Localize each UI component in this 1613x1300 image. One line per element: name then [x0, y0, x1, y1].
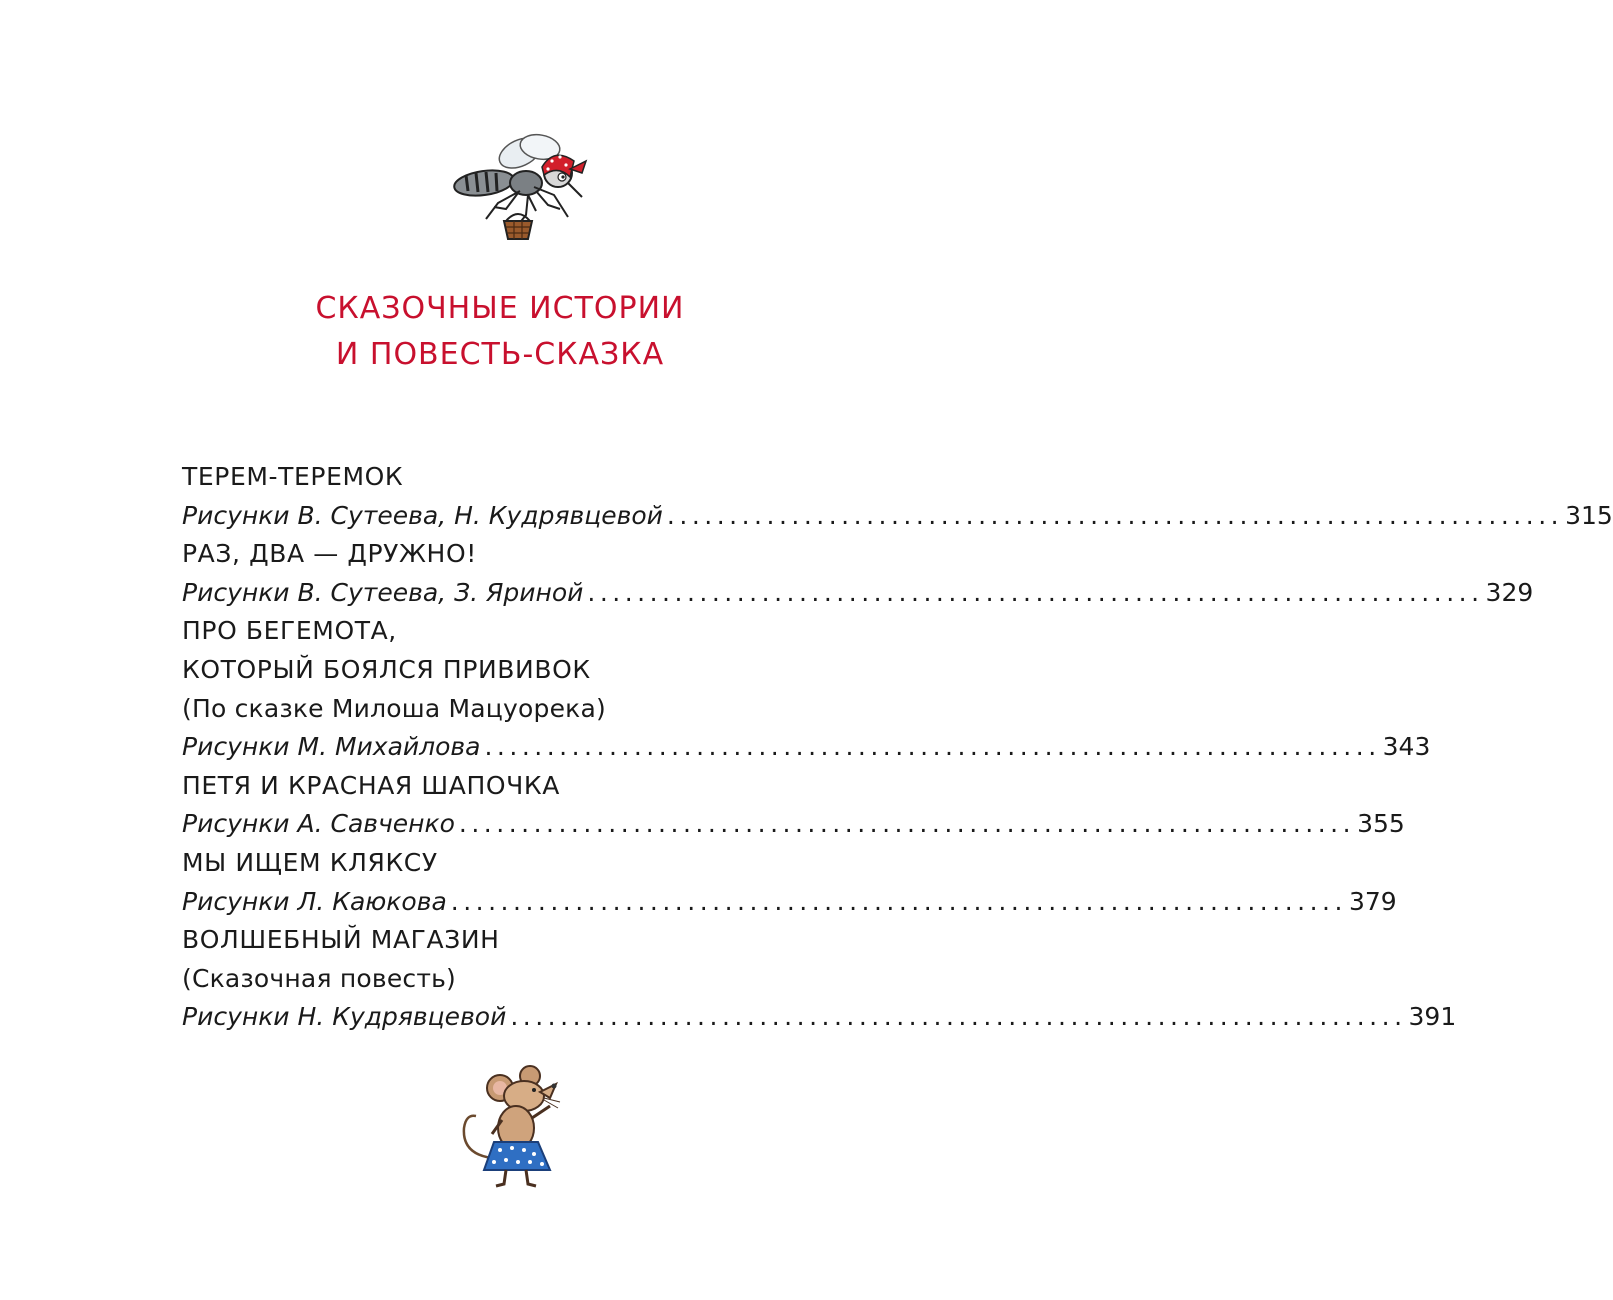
- toc-entry-credit: [182, 883, 1397, 922]
- illustrator-credit: Рисунки В. Сутеева, З. Яриной: [182, 577, 584, 607]
- illustrator-credit: Рисунки М. Михайлова: [182, 732, 481, 762]
- dot-leader: ........................................................................: [587, 577, 1484, 607]
- illustrator-credit: Рисунки А. Савченко: [182, 809, 455, 839]
- page-number: 329: [1485, 577, 1534, 607]
- toc-entry-title: ПРО БЕГЕМОТА,: [182, 616, 397, 646]
- page-number: 379: [1348, 886, 1397, 916]
- toc-entry-credit: [182, 497, 1613, 536]
- heading-line-2: И ПОВЕСТЬ-СКАЗКА: [335, 337, 665, 372]
- section-heading: [0, 286, 1000, 378]
- toc-entry-title-continued: КОТОРЫЙ БОЯЛСЯ ПРИВИВОК: [182, 654, 591, 684]
- table-of-contents: [182, 458, 1613, 1037]
- toc-entry-credit: [182, 998, 1457, 1037]
- mouse-illustration: [452, 1058, 567, 1193]
- toc-entry-credit: [182, 805, 1405, 844]
- toc-entry-credit: [182, 574, 1534, 613]
- page-number: 391: [1408, 1002, 1457, 1032]
- dot-leader: ........................................................................: [484, 732, 1381, 762]
- toc-entry-title: ПЕТЯ И КРАСНАЯ ШАПОЧКА: [182, 770, 560, 800]
- fly-with-basket-illustration: [436, 125, 606, 255]
- dot-leader: ........................................................................: [458, 809, 1356, 839]
- toc-entry-title: РАЗ, ДВА — ДРУЖНО!: [182, 539, 477, 569]
- illustrator-credit: Рисунки Н. Кудрявцевой: [182, 1002, 507, 1032]
- toc-entry-credit: [182, 728, 1431, 767]
- toc-entry-note: (Сказочная повесть): [182, 963, 456, 993]
- illustrator-credit: Рисунки Л. Каюкова: [182, 886, 447, 916]
- page-number: 315: [1565, 500, 1613, 530]
- toc-entry-title: ТЕРЕМ-ТЕРЕМОК: [182, 462, 404, 491]
- dot-leader: ........................................................................: [450, 886, 1347, 916]
- toc-entry-note: (По сказке Милоша Мацуорека): [182, 693, 606, 723]
- heading-line-1: СКАЗОЧНЫЕ ИСТОРИИ: [315, 291, 685, 326]
- dot-leader: ........................................................................: [666, 500, 1564, 530]
- toc-entry-title: МЫ ИЩЕМ КЛЯКСУ: [182, 847, 438, 877]
- dot-leader: ........................................................................: [510, 1002, 1407, 1032]
- page-number: 355: [1357, 809, 1405, 839]
- page-number: 343: [1382, 732, 1431, 762]
- toc-entry-title: ВОЛШЕБНЫЙ МАГАЗИН: [182, 925, 500, 955]
- illustrator-credit: Рисунки В. Сутеева, Н. Кудрявцевой: [182, 500, 663, 530]
